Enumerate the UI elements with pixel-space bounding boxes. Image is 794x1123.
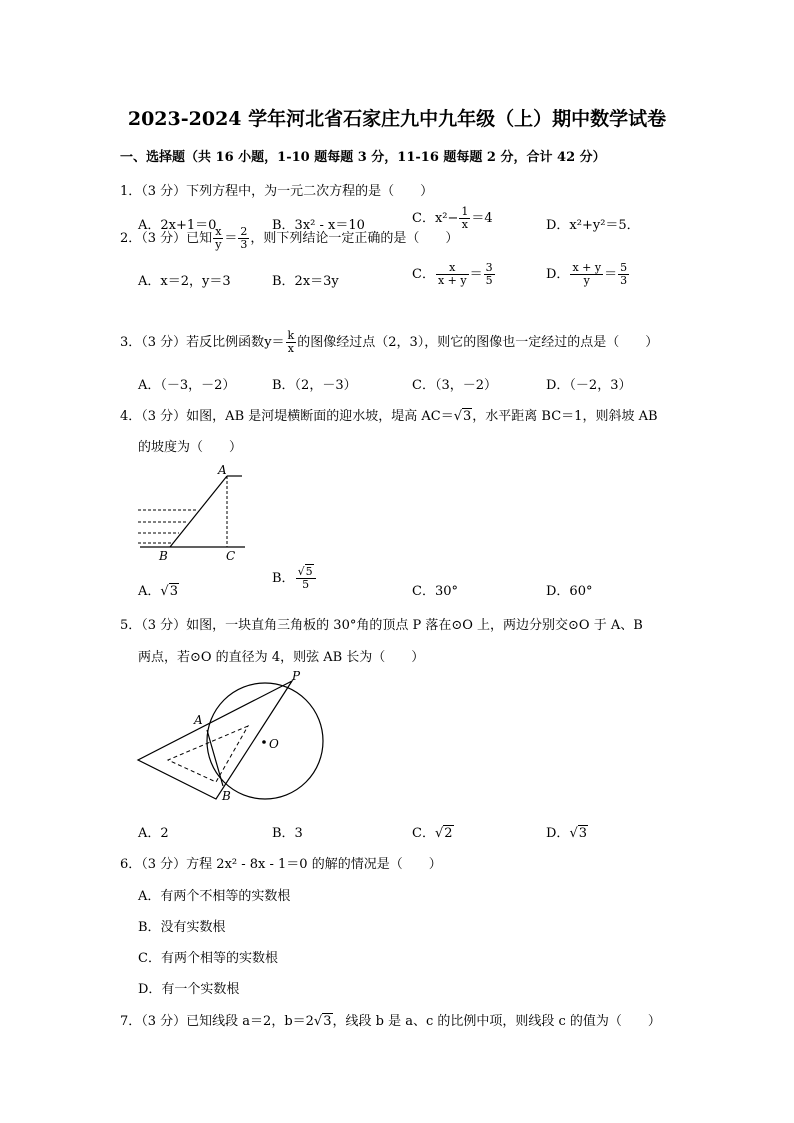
- q3-option-a: A．（－3，－2）: [138, 378, 236, 393]
- q3-option-d: D．（－2，3）: [546, 378, 632, 393]
- question-4-stem-line2: 的坡度为（ ）: [138, 440, 243, 455]
- question-7-stem: 7．（3 分）已知线段 a＝2，b＝2√3，线段 b 是 a、c 的比例中项，则线段 c 的值为（ ）: [120, 1014, 661, 1029]
- label-a: A: [218, 463, 227, 477]
- center-dot: [262, 740, 266, 744]
- q4-option-d: D．60°: [546, 584, 593, 599]
- label-b: B: [222, 789, 231, 803]
- question-1-stem: 1．（3 分）下列方程中，为一元二次方程的是（ ）: [120, 184, 434, 199]
- question-4-stem-line1: 4．（3 分）如图，AB 是河堤横断面的迎水坡，堤高 AC＝√3，水平距离 BC＝1，则斜坡 AB: [120, 409, 658, 424]
- label-c: C: [226, 549, 236, 563]
- q6-option-a: A．有两个不相等的实数根: [138, 889, 291, 904]
- q4-option-b: B． $\frac{√5}{5}$: [272, 566, 317, 591]
- label-p: P: [292, 669, 301, 683]
- q6-option-b: B．没有实数根: [138, 920, 226, 935]
- q1-option-d: D．x²+y²＝5．: [546, 218, 640, 233]
- question-5-stem-line1: 5．（3 分）如图，一块直角三角板的 30°角的顶点 P 落在⊙O 上，两边分别交⊙O 于 A、B: [120, 618, 643, 633]
- q5-circle-triangle-figure: [130, 668, 340, 808]
- q5-option-a: A．2: [138, 826, 169, 841]
- label-a: A: [194, 713, 203, 727]
- ab-slope: [170, 476, 227, 547]
- question-3-stem: 3．（3 分）若反比例函数y＝ $\frac{k}{x}$ 的图像经过点（2，3），则它的图像也一定经过的点是（ ）: [120, 329, 659, 355]
- page-title: 2023-2024 学年河北省石家庄九中九年级（上）期中数学试卷: [127, 108, 667, 130]
- q2-option-b: B．2x＝3y: [272, 274, 339, 289]
- q4-option-a: A．√3: [138, 584, 178, 599]
- question-5-stem-line2: 两点，若⊙O 的直径为 4，则弦 AB 长为（ ）: [138, 650, 425, 665]
- q3-option-c: C．（3，－2）: [412, 378, 497, 393]
- question-2-stem: 2．（3 分）已知 $\frac{x}{y}$ ＝ $\frac{2}{3}$ ，则下列结论一定正确的是（ ）: [120, 225, 459, 251]
- q4-embankment-figure: [130, 462, 260, 562]
- q3-option-b: B．（2，－3）: [272, 378, 357, 393]
- q5-option-b: B．3: [272, 826, 303, 841]
- q6-option-c: C．有两个相等的实数根: [138, 951, 278, 966]
- question-6-stem: 6．（3 分）方程 2x² - 8x - 1＝0 的解的情况是（ ）: [120, 857, 442, 872]
- q2-option-d: D． $\frac{x + y}{y}$ ＝ $\frac{5}{3}$: [546, 261, 628, 287]
- q5-option-c: C．√2: [412, 826, 453, 841]
- q1-option-b: B．3x² - x＝10: [272, 218, 365, 233]
- q2-option-a: A．x＝2，y＝3: [138, 274, 231, 289]
- q6-option-d: D．有一个实数根: [138, 982, 240, 997]
- q5-option-d: D．√3: [546, 826, 588, 841]
- q2-option-c: C． $\frac{x}{x + y}$ ＝ $\frac{3}{5}$: [412, 261, 493, 287]
- section-heading: 一、选择题（共 16 小题，1-10 题每题 3 分，11-16 题每题 2 分，合计 42 分）: [120, 150, 606, 165]
- q1-option-a: A．2x+1＝0: [138, 218, 217, 233]
- label-b: B: [159, 549, 168, 563]
- label-o: O: [269, 737, 279, 751]
- q1-option-c: C．x²− $\frac{1}{x}$ ＝4: [412, 205, 493, 231]
- q4-option-c: C．30°: [412, 584, 458, 599]
